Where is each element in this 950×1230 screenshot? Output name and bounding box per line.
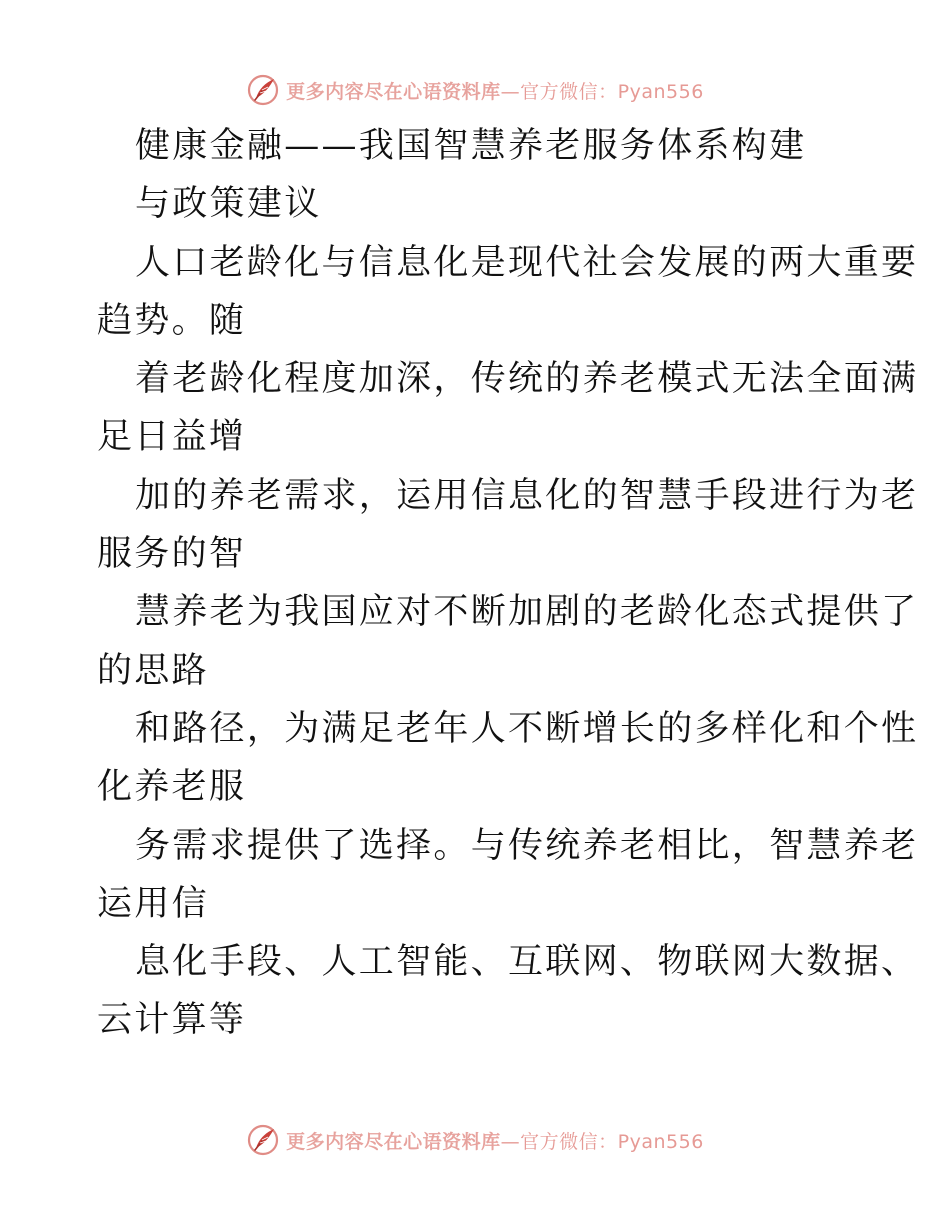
text-line: 与政策建议 — [135, 184, 322, 225]
watermark-group — [246, 1123, 704, 1157]
text-line: 人口老龄化与信息化是现代社会发展的两大重要 — [135, 242, 919, 283]
text-line: 云计算等 — [97, 1000, 247, 1041]
text-line: 运用信 — [97, 883, 209, 924]
feather-quill-icon — [246, 1123, 280, 1157]
feather-quill-icon — [246, 73, 280, 107]
watermark-text — [286, 77, 704, 104]
text-line: 慧养老为我国应对不断加剧的老龄化态式提供了 — [135, 592, 919, 633]
text-line: 健康金融——我国智慧养老服务体系构建 — [135, 126, 807, 166]
document-body — [97, 117, 919, 1050]
watermark-main-text: 更多内容尽在心语资料库 — [286, 80, 501, 103]
footer-watermark — [0, 1120, 950, 1160]
watermark-group — [246, 73, 704, 107]
text-line: 化养老服 — [97, 767, 247, 808]
text-line: 息化手段、人工智能、互联网、物联网大数据、 — [135, 942, 919, 983]
text-line: 着老龄化程度加深，传统的养老模式无法全面满 — [135, 359, 919, 400]
text-line: 足日益增 — [97, 417, 247, 458]
watermark-text — [286, 1127, 704, 1154]
text-line: 的思路 — [97, 650, 209, 691]
watermark-contact-text: —官方微信：Pyan556 — [500, 1130, 704, 1153]
text-line: 加的养老需求，运用信息化的智慧手段进行为老 — [135, 475, 919, 516]
watermark-contact-text: —官方微信：Pyan556 — [500, 80, 704, 103]
text-line: 服务的智 — [97, 534, 247, 575]
header-watermark — [0, 70, 950, 110]
text-line: 务需求提供了选择。与传统养老相比，智慧养老 — [135, 825, 919, 866]
text-line: 和路径，为满足老年人不断增长的多样化和个性 — [135, 708, 919, 749]
text-line: 趋势。随 — [97, 300, 247, 341]
watermark-main-text: 更多内容尽在心语资料库 — [286, 1130, 501, 1153]
